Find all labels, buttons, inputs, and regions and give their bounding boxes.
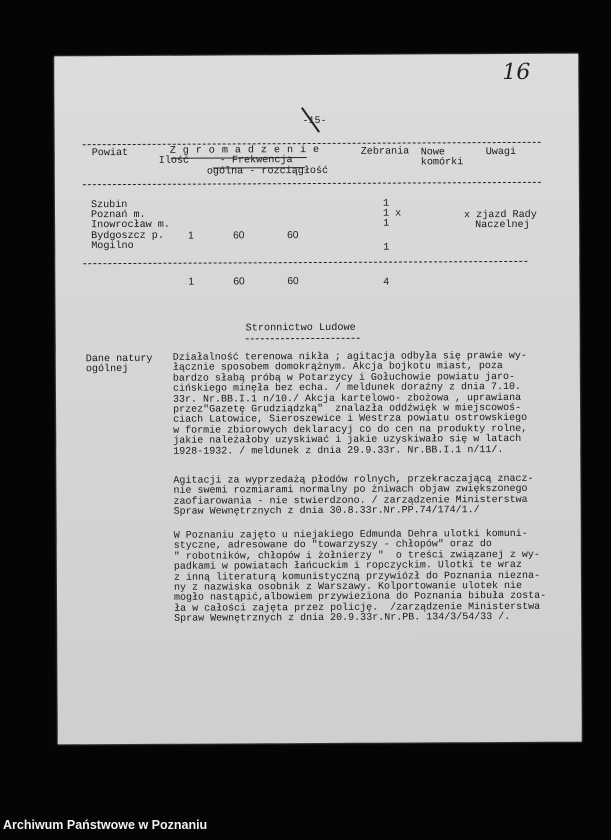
- cell-rozciaglosc: 60: [287, 230, 299, 242]
- table-totals-rule: [83, 261, 527, 264]
- total-ogolna: 60: [233, 276, 245, 288]
- header-uwagi: Uwagi: [485, 146, 517, 159]
- section-title-underline: [246, 338, 360, 340]
- header-zgromadzenie: Z g r o m a d z e n i e: [169, 144, 320, 157]
- cell-powiat: Inowrocław m.: [91, 219, 170, 232]
- header-ilosc: Ilość: [158, 155, 190, 167]
- cell-ilosc: 1: [188, 230, 194, 242]
- total-rozciaglosc: 60: [287, 276, 299, 288]
- side-label: Dane natury ogólnej: [85, 353, 153, 376]
- section-title: Stronnictwo Ludowe: [245, 322, 356, 335]
- typed-page-number: -15-: [302, 115, 327, 128]
- cell-zebrania: 1: [383, 218, 390, 230]
- header-frekwencja-sub: ogólna - rozciągłość: [206, 165, 329, 178]
- handwritten-folio-number: 16: [502, 59, 531, 86]
- table-header-rule: [83, 182, 541, 185]
- cell-uwagi: Naczelnej: [475, 219, 530, 232]
- header-komorki: komórki: [420, 157, 464, 169]
- scanned-document-page: [54, 54, 582, 745]
- header-frekwencja: - Frekwencja: [219, 155, 293, 167]
- cell-uwagi: x zjazd Rady: [464, 209, 537, 222]
- cell-powiat: Mogilno: [91, 240, 134, 253]
- paragraph: W Poznaniu zajęto u niejakiego Edmunda Dehra ulotki komuni- styczne, adresowane do "towarzyszy - chłopów" oraz do " robotników, chłopów i żołnierzy " o treści związanej z wy- padkami w powiatach łańcuckim i ropczyckim. Ulotki te wraz z inną literaturą komunistyczną przywiózł do Poznania niezna- ny z nazwiska osobnik z Warszawy. Kolportowanie ulotek nie mogło nastąpić,albowiem przywieziona do Poznania bibuła zosta- ła w całości zajęta przez policję. /zarządzenie Ministerstwa Spraw Wewnętrznych z dnia 20.9.33r.Nr.PB. 134/3/54/33 /.: [173, 528, 547, 626]
- cell-powiat: Bydgoszcz p.: [91, 230, 164, 243]
- cell-powiat: Poznań m.: [91, 209, 146, 222]
- header-powiat: Powiat: [91, 147, 129, 160]
- cell-zebrania: 1: [383, 242, 390, 254]
- paragraph: Agitacji za wyprzedażą płodów rolnych, przekraczającą znacz- nie swemi rozmiarami normalny po żniwach objaw zwiększonego zaofiarowania - nie stwierdzono. / zarządzenie Ministerstwa Spraw Wewnętrznych z dnia 30.8.33r.Nr.PP.74/174/1./: [173, 473, 534, 518]
- cell-zebrania: 1 x: [383, 208, 402, 220]
- total-zebrania: 4: [383, 276, 390, 288]
- cell-ogolna: 60: [233, 230, 245, 242]
- header-zebrania: Zebrania: [360, 146, 410, 158]
- paragraph: Działalność terenowa nikła ; agitacja odbyła się prawie wy- łącznie sposobem domokrążnym. Akcja bojkotu miast, poza bardzo słabą próbą w Potarzycy i Gołuchowie powiatu jaro- cińskiego minęła bez echa. / meldunek doraźny z dnia 7.10. 33r. Nr.BB.I.1 n/10./ Akcja kartelowo- zbożowa , uprawiana przez"Gazetę Grudziądzką" znalazła oddźwięk w miejscowoś- ciach Latowice, Sieroszewice i Westrza powiatu ostrowskiego w formie zbiorowych deklaracyj co do cen na produkty rolne, jakie należałoby uzyskiwać i jakie uzyskiwało się w latach 1928-1932. / meldunek z dnia 29.9.33r. Nr.BB.I.1 n/11/.: [172, 350, 528, 458]
- cell-powiat: Szubin: [90, 199, 128, 212]
- total-ilosc: 1: [188, 276, 195, 288]
- header-nowe: Nowe: [420, 147, 446, 159]
- archive-watermark: Archiwum Państwowe w Poznaniu: [3, 818, 208, 832]
- cell-zebrania: 1: [382, 198, 390, 210]
